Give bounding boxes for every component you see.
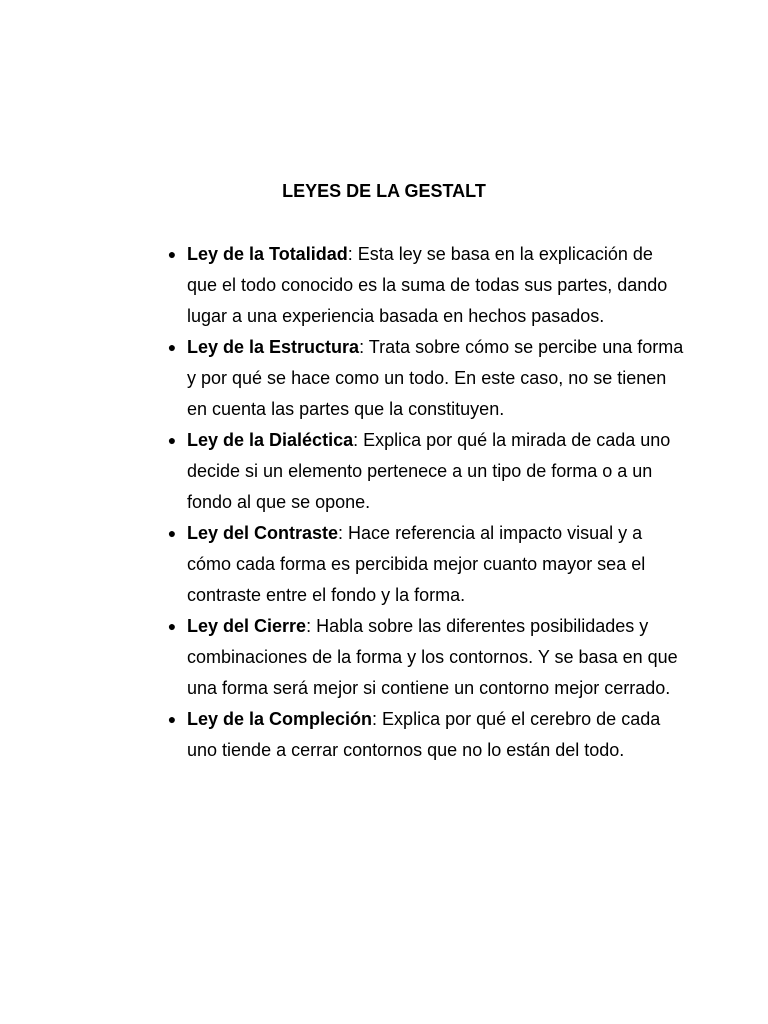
law-name: Ley del Cierre bbox=[187, 616, 307, 636]
law-description: : Explica por qué la mirada de cada uno decide si un elemento pertenece a un tipo de forma o a un fondo al que se opone. bbox=[187, 430, 671, 512]
list-item bbox=[167, 611, 687, 704]
law-description: : Hace referencia al impacto visual y a cómo cada forma es percibida mejor cuanto mayor sea el contraste entre el fondo y la forma. bbox=[187, 523, 646, 605]
bullet-icon: ● bbox=[167, 432, 177, 448]
laws-list bbox=[167, 239, 687, 766]
bullet-icon: ● bbox=[167, 525, 177, 541]
law-name: Ley de la Dialéctica bbox=[187, 430, 354, 450]
law-description: : Explica por qué el cerebro de cada uno tiende a cerrar contornos que no lo están del todo. bbox=[187, 709, 661, 760]
bullet-icon: ● bbox=[167, 618, 177, 634]
list-item bbox=[167, 704, 687, 766]
law-name: Ley de la Compleción bbox=[187, 709, 373, 729]
list-item bbox=[167, 332, 687, 425]
bullet-icon: ● bbox=[167, 711, 177, 727]
bullet-icon: ● bbox=[167, 339, 177, 355]
list-item bbox=[167, 425, 687, 518]
bullet-icon: ● bbox=[167, 246, 177, 262]
list-item bbox=[167, 239, 687, 332]
list-item bbox=[167, 518, 687, 611]
law-name: Ley de la Estructura bbox=[187, 337, 360, 357]
law-name: Ley de la Totalidad bbox=[187, 244, 348, 264]
law-description: : Habla sobre las diferentes posibilidades y combinaciones de la forma y los contornos. Y se basa en que una forma será mejor si contiene un contorno mejor cerrado. bbox=[187, 616, 678, 698]
document-title: LEYES DE LA GESTALT bbox=[282, 181, 486, 201]
law-name: Ley del Contraste bbox=[187, 523, 339, 543]
law-description: : Esta ley se basa en la explicación de que el todo conocido es la suma de todas sus partes, dando lugar a una experiencia basada en hechos pasados. bbox=[187, 244, 668, 326]
law-description: : Trata sobre cómo se percibe una forma y por qué se hace como un todo. En este caso, no se tienen en cuenta las partes que la constituyen. bbox=[187, 337, 684, 419]
